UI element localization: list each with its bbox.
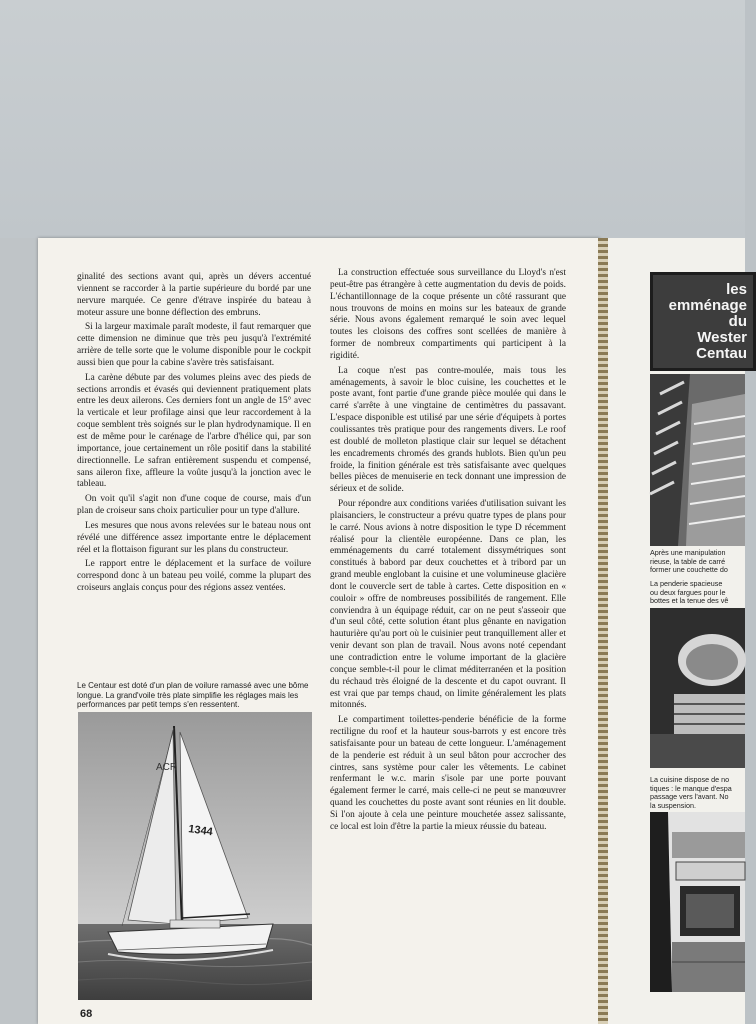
heading-line: du: [728, 313, 747, 330]
paragraph: ginalité des sections avant qui, après un dévers accentué viennent se raccorder à la partie supérieure du bordé par une nervure marquée. Ce genre d'étrave inspirée du bateau à moteur assure une bonne déflection des embruns.: [77, 272, 311, 318]
paragraph: La coque n'est pas contre-moulée, mais tous les aménagements, à savoir le bloc cuisine, les couchettes et le poste avant, font partie d'une grande pièce moulée qui dans le carré s'arrête à une vingtaine de centimètres du passavant. L'espace disponible est utilisé par une série d'équipets à portes coulissantes très pratique pour des rangements divers. Le roof est doublé de molleton plastique clair sur lequel se détachent les encadrements chromés des grands hublots. Bien qu'un peu froide, la finition générale est très satisfaisante avec quelques belles pièces de menuiserie en teck donnant une impression de sérieux et de solide.: [330, 365, 566, 495]
section-heading-box: [650, 272, 756, 371]
caption-line: bottes et la tenue des vê: [650, 596, 729, 606]
heading-line: les: [726, 281, 747, 298]
caption-line: la suspension.: [650, 800, 696, 810]
sail-letters: ACR: [156, 762, 178, 773]
caption-line: La cuisine dispose de no: [650, 775, 730, 784]
paragraph: Le compartiment toilettes-penderie bénéficie de la forme rectiligne du roof et la hauteur sous-barrots y est encore très satisfaisante pour un bateau de cette longueur. L'aménagement de la penderie est réduit à un seul bâton pour accrocher des cintres, sans système pour caler les vêtements. Le cabinet renfermant le w.c. marin s'isole par une porte pouvant également fermer le carré, mais celle-ci ne peut se manœuvrer quand les couchettes du poste avant sont réunies en lit double. Si l'on ajoute à cela une peinture mouchetée assez salissante, ce local est loin d'être la partie la mieux réussie du bateau.: [330, 715, 566, 832]
paragraph: Pour répondre aux conditions variées d'utilisation suivant les plaisanciers, le constructeur a prévu quatre types de plans pour le carré. Nous avions à notre disposition le type D récemment réalisé pour la clientèle européenne. Dans ce plan, les emménagements du carré totalement dissymétriques sont constitués à babord par deux couchettes et à tribord par un grand meuble englobant la cuisine et une volumineuse glacière dont le couvercle sert de table à cartes. Cette disposition en « couloir » offre de nombreuses possibilités de rangement. Elle conviendra à un équipage réduit, car on ne peut s'asseoir que d'un seul côté, cette solution étant plus gênante en navigation hauturière qu'au port où le cuisinier peut tranquillement aller et venir devant son plan de travail. Nous avons noté cependant une contradiction entre le volume important de la glacière conçue semble-t-il pour le climat méditerranéen et la position du réchaud très éloigné de la descente et du capot ouvrant. Il est vrai que par temps chaud, on limite généralement les plats mitonnés.: [330, 499, 566, 711]
caption-line: tiques : le manque d'espa: [650, 783, 732, 793]
interior-photo-table: [650, 374, 745, 546]
page-number: 68: [80, 1008, 93, 1020]
paragraph: Les mesures que nous avons relevées sur le bateau nous ont révélé une différence assez importante entre le déplacement réel et la flottaison figurant sur les plans du constructeur.: [77, 520, 311, 555]
right-caption-3: [650, 776, 745, 810]
interior-photo-wardrobe: [650, 608, 745, 768]
right-caption-2: [650, 580, 745, 606]
photo-caption: Le Centaur est doté d'un plan de voilure ramassé avec une bôme longue. La grand'voile très plate simplifie les réglages mais les performances par petit temps s'en ressentent.: [77, 681, 309, 709]
caption-line: former une couchette do: [650, 565, 728, 575]
article-column-1: [77, 272, 311, 598]
sailboat-photo: [78, 712, 312, 1000]
paragraph: Le rapport entre le déplacement et la surface de voilure correspond donc à un bateau peu voilé, comme la plupart des croiseurs anglais conçus pour des régions assez ventées.: [77, 559, 311, 594]
interior-photo-galley: [650, 812, 745, 992]
caption-line: Après une manipulation: [650, 548, 726, 557]
paragraph: On voit qu'il s'agit non d'une coque de course, mais d'un plan de croiseur sans choix particulier pour un type d'allure.: [77, 494, 311, 517]
sailboat-illustration: [78, 712, 312, 1000]
heading-line: Wester: [697, 329, 747, 346]
sail-number: 1344: [187, 823, 214, 839]
paragraph: La construction effectuée sous surveillance du Lloyd's n'est peut-être pas étrangère à cette augmentation du devis de poids. L'échantillonnage de la coque présente un côté rassurant que nous trouvons de moins en moins sur les bateaux de grande série. Nous avons également remarqué le soin avec lequel toutes les cloisons des coffres sont scellées de manière à former de nombreux compartiments qui participent à la rigidité.: [330, 268, 566, 361]
paragraph: La carène débute par des volumes pleins avec des pieds de sections arrondis et évasés qui deviennent pratiquement plats entre les deux ailerons. Ces derniers font un angle de 15° avec la verticale et leur profilage ainsi que leur raccordement à la coque semblent très soignés sur le plan hydrodynamique. Il en est de même pour le carénage de l'arbre d'hélice qui, par son importance, joue certainement un rôle positif dans la stabilité directionnelle. Le safran entièrement suspendu et compensé, sans aileron fixe, affleure la voûte jusqu'à la jonction avec le tableau.: [77, 372, 311, 490]
caption-line: La penderie spacieuse: [650, 579, 723, 588]
right-caption-1: [650, 549, 745, 575]
heading-line: emménage: [668, 297, 747, 314]
article-column-2: [330, 268, 566, 837]
paragraph: Si la largeur maximale paraît modeste, il faut remarquer que cette dimension ne diminue que très peu jusqu'à l'extrémité arrière de telle sorte que le volume disponible pour le cockpit aussi bien que pour la cabine s'avère très satisfaisant.: [77, 322, 311, 368]
caption-line: rieuse, la table de carré: [650, 556, 726, 566]
caption-line: passage vers l'avant. No: [650, 792, 729, 802]
heading-line: Centau: [696, 345, 747, 362]
caption-line: ou deux fargues pour le: [650, 587, 726, 597]
scan-background-left: [0, 238, 38, 1024]
scan-background: [0, 0, 745, 240]
page-binding: [598, 238, 608, 1024]
